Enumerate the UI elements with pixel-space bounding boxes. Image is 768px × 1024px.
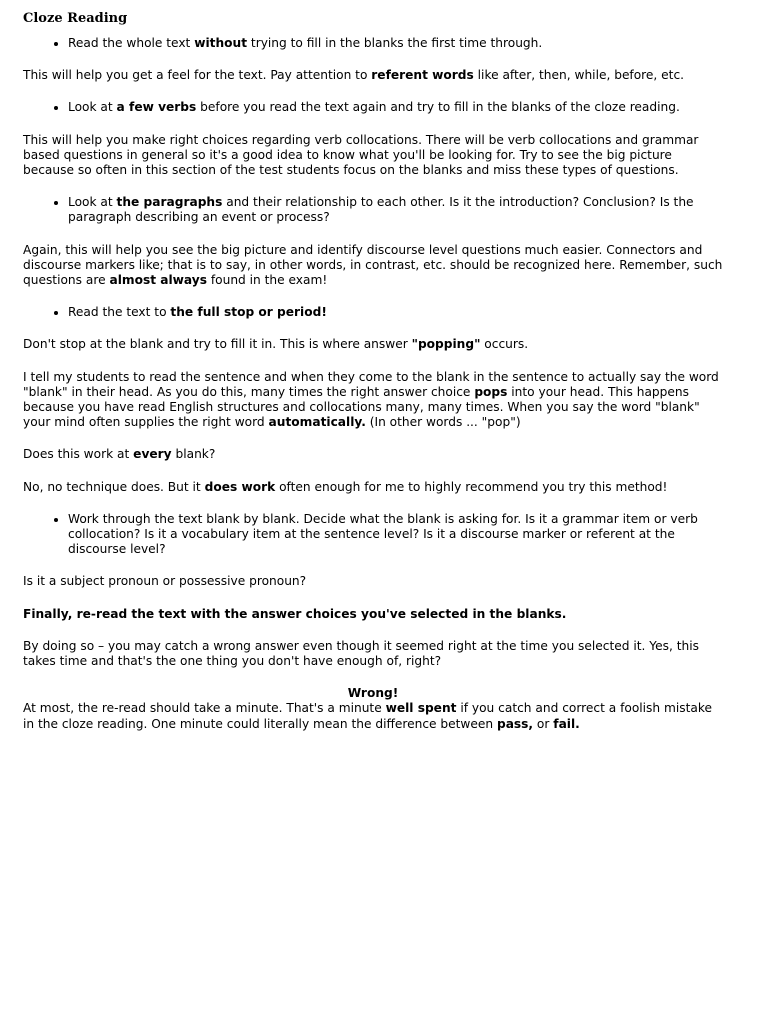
text-span: Read the text to [68,305,171,320]
paragraph-pronoun: Is it a subject pronoun or possessive pronoun? [23,574,307,589]
wrong-heading: Wrong! [347,686,399,701]
text-span: occurs. [480,337,529,352]
bullet-read-whole-text [68,36,723,51]
bullet-list-5 [23,512,723,558]
bullet-list-3 [23,195,723,225]
bold-text: Finally, re-read the text with the answer choices you've selected in the blanks. [23,606,567,621]
page-title: Cloze Reading [23,11,128,26]
text-span: Look at [68,195,117,210]
document-page [23,10,723,732]
bullet-full-stop [68,305,723,320]
text-span: found in the exam! [206,273,328,288]
text-span: Read the whole text [68,36,195,50]
paragraph-at-most [23,701,723,731]
bold-text: does work [204,479,276,494]
bold-text: pops [474,384,508,399]
bold-text: well spent [385,701,457,716]
text-span: (In other words ... "pop") [365,415,521,430]
paragraph-blank-technique [23,370,723,431]
bold-text: almost always [109,273,207,288]
text-span: Does this work at [23,447,134,462]
paragraph-verb-collocations: This will help you make right choices regarding verb collocations. There will be verb collocations and grammar based questions in general so it's a good idea to know what you'll be looking for. Try to see the big picture because so often in this section of the test students focus on the blanks and miss these types of questions. [23,132,699,178]
text-span: into your head. This happens because you have read English structures and collocations many, many times. When you say the word "blank" your mind often supplies the right word [23,384,700,430]
bullet-few-verbs [68,100,723,115]
text-span: often enough for me to highly recommend you try this method! [275,479,668,494]
text-span: Again, this will help you see the big picture and identify discourse level questions much easier. Connectors and discourse markers like; that is to say, in other words, in contrast, etc. should be recognized here. Remember, such questions are [23,242,723,288]
bold-text: "popping" [411,337,481,352]
bullet-blank-by-blank: • Work through the text blank by blank. Decide what the blank is asking for. Is it a grammar item or verb collocation? Is it a vocabulary item at the sentence level? Is it a discourse marker or referent at the discourse level? [68,512,723,558]
bold-text: every [133,447,172,462]
bullet-list-4 [23,305,723,320]
text-span: I tell my students to read the sentence and when they come to the blank in the sentence to actually say the word "blank" in their head. As you do this, many times the right answer choice [23,369,719,399]
bullet-list-2 [23,100,723,115]
bold-text: a few verbs [116,100,197,115]
bold-text: the full stop or period! [170,305,327,320]
text-span: like after, then, while, before, etc. [473,68,685,83]
bold-text: automatically. [268,415,366,430]
text-span: or [533,716,554,731]
bold-text: the paragraphs [116,195,223,210]
paragraph-no-technique [23,480,723,495]
text-span: blank? [171,447,216,462]
paragraph-big-picture [23,243,723,289]
text-span: trying to fill in the blanks the first time through. [247,36,543,50]
paragraph-finally [23,607,723,622]
bold-text: fail. [553,716,580,731]
bold-text: referent words [371,68,474,83]
text-span: if you catch and correct a foolish mistake in the cloze reading. One minute could literally mean the difference between [23,701,712,731]
text-span: At most, the re-read should take a minute. That's a minute [23,701,386,716]
bold-text: without [194,36,248,50]
paragraph-popping [23,337,723,352]
paragraph-by-doing-so: By doing so – you may catch a wrong answer even though it seemed right at the time you selected it. Yes, this takes time and that's the one thing you don't have enough of, right? [23,638,699,669]
text-span: and their relationship to each other. Is it the introduction? Conclusion? Is the paragraph describing an event or process? [68,195,694,225]
text-span: No, no technique does. But it [23,479,205,494]
paragraph-every-blank [23,447,723,462]
text-span: before you read the text again and try to fill in the blanks of the cloze reading. [196,100,680,115]
paragraph-referent-words [23,68,723,83]
text-span: Don't stop at the blank and try to fill it in. This is where answer [23,337,412,352]
text-span: Look at [68,100,117,115]
bullet-list-1 [23,36,723,51]
bold-text: pass, [496,716,534,731]
text-span: This will help you get a feel for the text. Pay attention to [23,68,372,83]
bullet-paragraphs [68,195,723,225]
